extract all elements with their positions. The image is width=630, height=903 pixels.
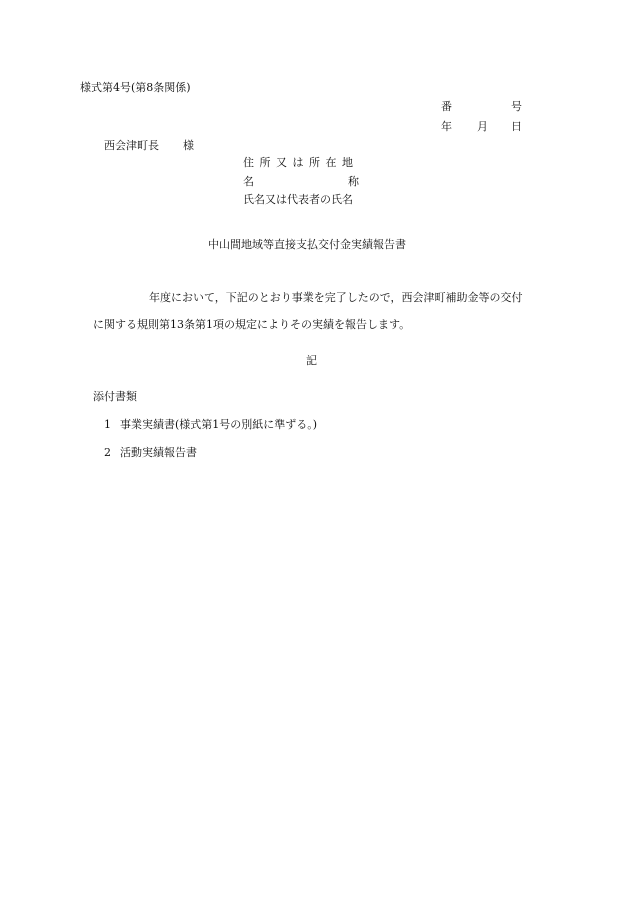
attachment-item-number: 2: [104, 446, 111, 459]
number-label-go: 号: [511, 100, 522, 113]
document-title: 中山間地域等直接支払交付金実績報告書: [208, 238, 406, 251]
attachment-item-text: 事業実績書(様式第1号の別紙に準ずる。): [120, 418, 318, 431]
name-label-right: 称: [348, 175, 359, 188]
representative-label: 氏名又は代表者の氏名: [243, 193, 353, 206]
date-label-day: 日: [511, 120, 522, 133]
attachment-item-number: 1: [104, 418, 111, 431]
address-label: 住 所 又 は 所 在 地: [243, 156, 354, 169]
date-label-month: 月: [477, 120, 488, 133]
name-label-left: 名: [243, 175, 254, 188]
attachments-heading: 添付書類: [93, 390, 137, 403]
body-line-1: 年度において，下記のとおり事業を完了したので，西会津町補助金等の交付: [149, 291, 523, 304]
date-label-year: 年: [441, 120, 452, 133]
form-number: 様式第4号(第8条関係): [80, 81, 191, 94]
name-label: [243, 176, 359, 187]
number-label-ban: 番: [441, 100, 452, 113]
recipient-name: 西会津町長: [104, 139, 159, 152]
body-line-2: に関する規則第13条第1項の規定によりその実績を報告します。: [93, 318, 411, 331]
recipient-honorific: 様: [183, 139, 194, 152]
attachment-item-text: 活動実績報告書: [120, 446, 197, 459]
ki-label: 記: [306, 354, 317, 367]
